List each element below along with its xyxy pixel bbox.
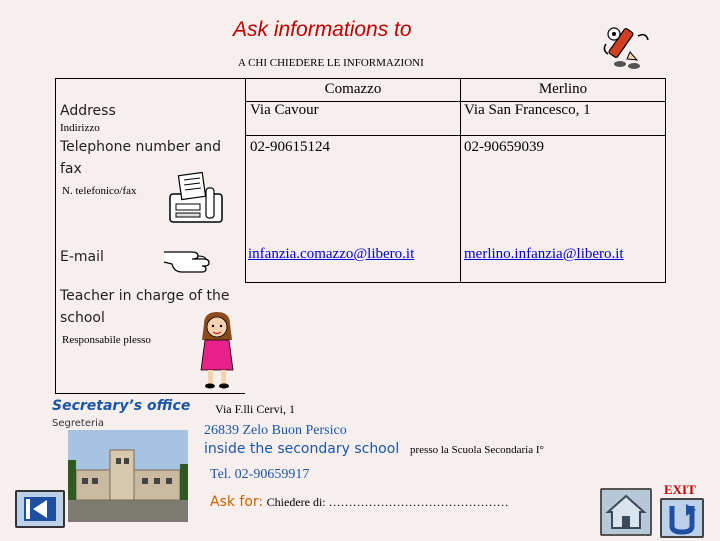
secretary-city: 26839 Zelo Buon Persico [204,423,347,438]
phone-label-it: N. telefonico/fax [62,185,137,197]
school-building-photo [68,430,188,522]
secretary-title-it: Segreteria [52,418,104,429]
fax-machine-icon [166,172,230,228]
pointing-hand-icon [162,244,220,274]
comazzo-address: Via Cavour [250,102,319,118]
ask-for-label-en: Ask for: [210,494,264,510]
exit-button[interactable] [660,498,704,538]
teacher-girl-icon [196,310,238,390]
teacher-label-it: Responsabile plesso [62,334,151,346]
secretary-title: Secretary’s office [52,398,191,414]
back-button[interactable] [15,490,65,528]
page-subtitle: A CHI CHIEDERE LE INFORMAZIONI [238,57,424,69]
address-label-it: Indirizzo [60,122,100,134]
exit-label[interactable]: EXIT [664,482,696,497]
home-icon [602,490,650,534]
comazzo-email-link[interactable]: infanzia.comazzo@libero.it [248,246,415,262]
phone-label: Telephone number and fax [60,139,221,177]
back-arrow-icon [17,492,63,526]
address-label: Address [60,103,116,119]
secretary-tel: Tel. 02-90659917 [210,467,310,482]
column-header-merlino: Merlino [538,81,588,97]
home-button[interactable] [600,488,652,536]
secretary-street: Via F.lli Cervi, 1 [215,402,295,416]
secretary-location-it: presso la Scuola Secondaria I° [410,444,544,456]
exit-icon [662,500,702,536]
ask-for-line [210,494,509,511]
merlino-address: Via San Francesco, 1 [464,102,591,118]
merlino-phone: 02-90659039 [464,139,544,155]
teacher-label: Teacher in charge of the school [60,288,230,326]
secretary-location-en: inside the secondary school [204,441,400,457]
column-header-comazzo: Comazzo [324,81,382,97]
pencil-mascot-icon [600,22,655,70]
page-title: Ask informations to [233,18,412,41]
ask-for-label-it: Chiedere di: ……………………………………… [266,495,509,509]
comazzo-phone: 02-90615124 [250,139,330,155]
merlino-email-link[interactable]: merlino.infanzia@libero.it [464,246,624,262]
email-label: E-mail [60,249,104,265]
